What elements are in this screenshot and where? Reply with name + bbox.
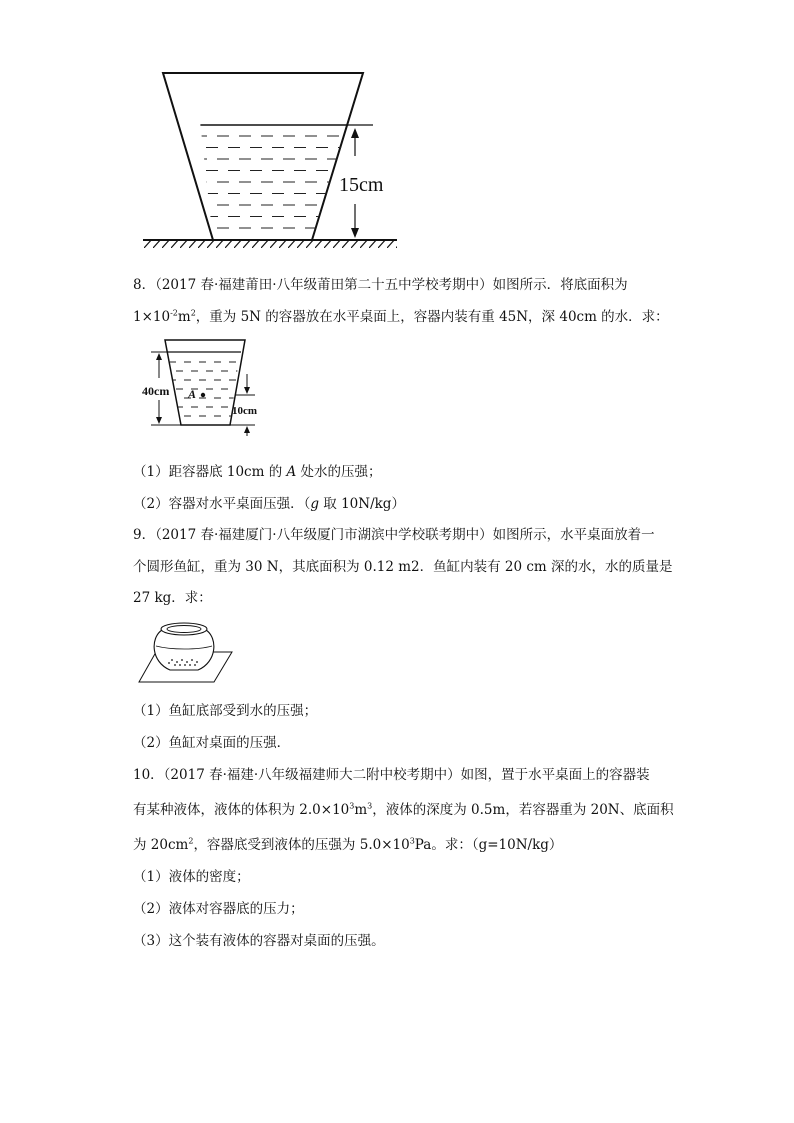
- point-a-dot: [201, 393, 205, 397]
- q9-line2: 个圆形鱼缸，重为 30 N，其底面积为 0.12 m2．鱼缸内装有 20 cm 深的水，水的质量是: [133, 559, 673, 575]
- q10-sub1: （1）液体的密度；: [133, 869, 250, 885]
- q9-sub1: （1）鱼缸底部受到水的压强；: [133, 703, 318, 719]
- q10-sub2: （2）液体对容器底的压力；: [133, 901, 304, 917]
- q9-line3: 27 kg．求：: [133, 590, 212, 606]
- q9-line1: 9．（2017 春·福建厦门·八年级厦门市湖滨中学校联考期中）如图所示，水平桌面放着一: [133, 527, 655, 543]
- q8-sub2: （2）容器对水平桌面压强．（g 取 10N/kg）: [133, 496, 405, 512]
- depth-label-15cm: 15cm: [339, 174, 384, 196]
- q8-line2: $1\times 10^{-2}m^2$，重为 5N 的容器放在水平桌面上，容器内装有重 45N，深 40cm 的水．求：: [133, 308, 669, 325]
- q10-line2: 有某种液体，液体的体积为 $2.0\times 10^3m^3$，液体的深度为 0.5m，若容器重为 20N、底面积: [133, 801, 674, 818]
- q8-line1: 8．（2017 春·福建莆田·八年级莆田第二十五中学校考期中）如图所示．将底面积为: [133, 277, 628, 293]
- point-a-label: A: [188, 387, 197, 401]
- container-figure-2: [133, 338, 268, 436]
- fish-tank-figure: [136, 616, 236, 684]
- depth-label-40cm: 40cm: [142, 384, 170, 398]
- height-label-10cm: 10cm: [232, 405, 258, 417]
- q10-line1: 10．（2017 春·福建·八年级福建师大二附中校考期中）如图，置于水平桌面上的容器装: [133, 767, 650, 783]
- q8-sub1: （1）距容器底 10cm 的 A 处水的压强；: [133, 464, 382, 480]
- q9-sub2: （2）鱼缸对桌面的压强．: [133, 735, 291, 751]
- q10-line3: 为 $20cm^2$，容器底受到液体的压强为 $5.0\times 10^3Pa$。求：（g=10N/kg）: [133, 836, 563, 853]
- q10-sub3: （3）这个装有液体的容器对桌面的压强。: [133, 933, 385, 949]
- container-figure-1: [135, 68, 405, 248]
